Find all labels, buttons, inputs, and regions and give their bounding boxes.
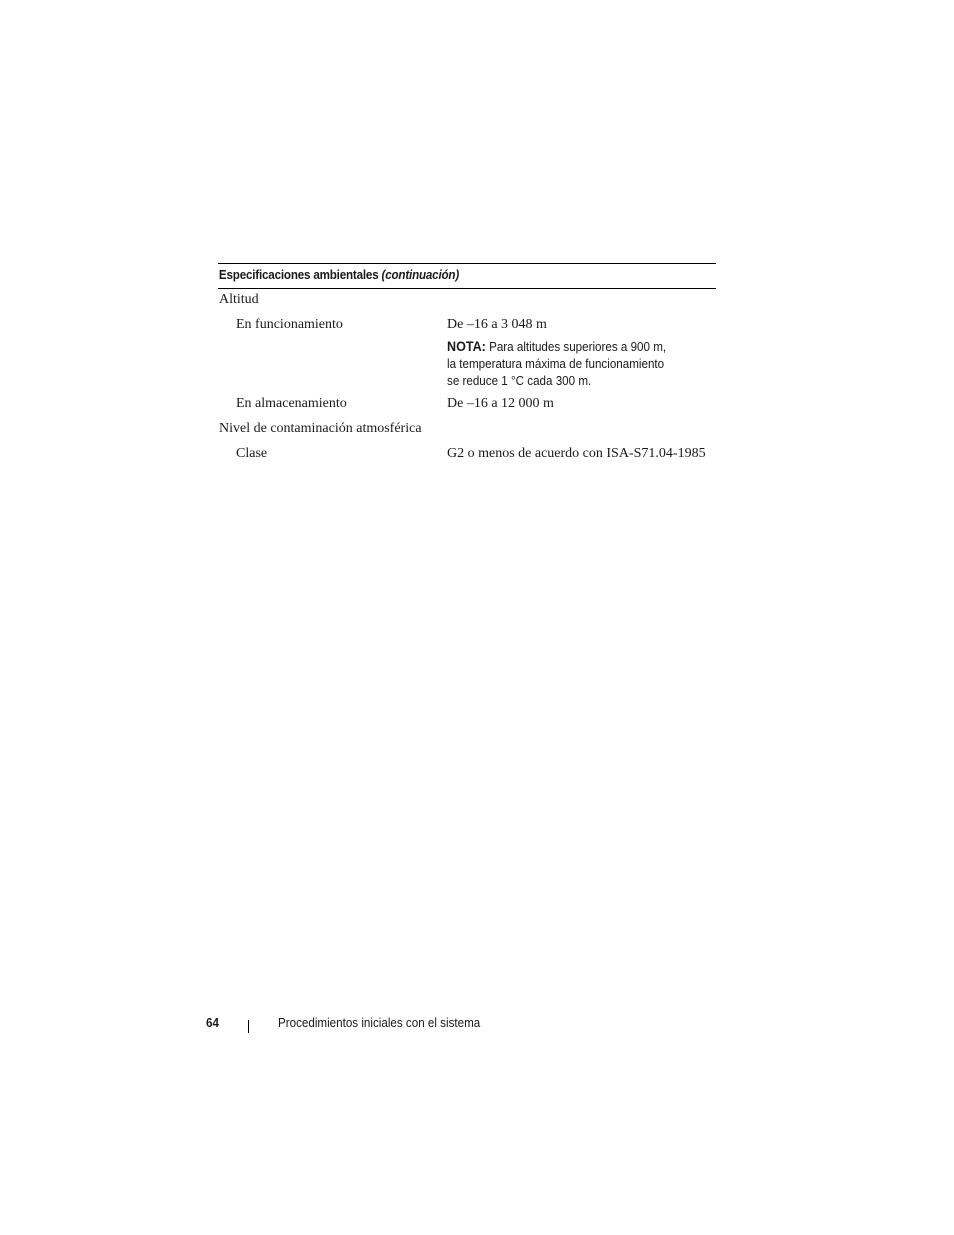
spec-label: En funcionamiento — [236, 317, 343, 332]
footer-title: Procedimientos iniciales con el sistema — [278, 1016, 481, 1030]
note-line — [447, 338, 666, 356]
spec-value: G2 o menos de acuerdo con ISA-S71.04-1985 — [447, 446, 706, 461]
note-text: Para altitudes superiores a 900 m, — [489, 340, 667, 354]
specifications-table — [218, 263, 716, 471]
table-title — [218, 264, 681, 288]
spec-label: En almacenamiento — [236, 396, 347, 411]
page-number: 64 — [206, 1016, 219, 1030]
spec-label: Clase — [236, 446, 268, 461]
note-line: se reduce 1 °C cada 300 m. — [447, 374, 592, 388]
note-line: la temperatura máxima de funcionamiento — [447, 357, 665, 371]
note-label: NOTA: — [447, 339, 486, 354]
note-block — [447, 338, 666, 390]
page-footer — [0, 1016, 954, 1036]
footer-divider — [248, 1020, 249, 1033]
spec-row-class — [218, 446, 716, 471]
table-title-continuation: (continuación) — [381, 268, 460, 282]
section-label: Altitud — [219, 292, 259, 307]
spec-value: De –16 a 12 000 m — [447, 396, 554, 411]
spec-row-storage — [218, 396, 716, 421]
table-title-text: Especificaciones ambientales — [218, 268, 379, 282]
section-row-altitude — [218, 289, 716, 314]
spec-row-operating — [218, 314, 716, 396]
section-row-contamination — [218, 421, 716, 446]
section-label: Nivel de contaminación atmosférica — [219, 421, 422, 436]
spec-value: De –16 a 3 048 m — [447, 317, 547, 332]
